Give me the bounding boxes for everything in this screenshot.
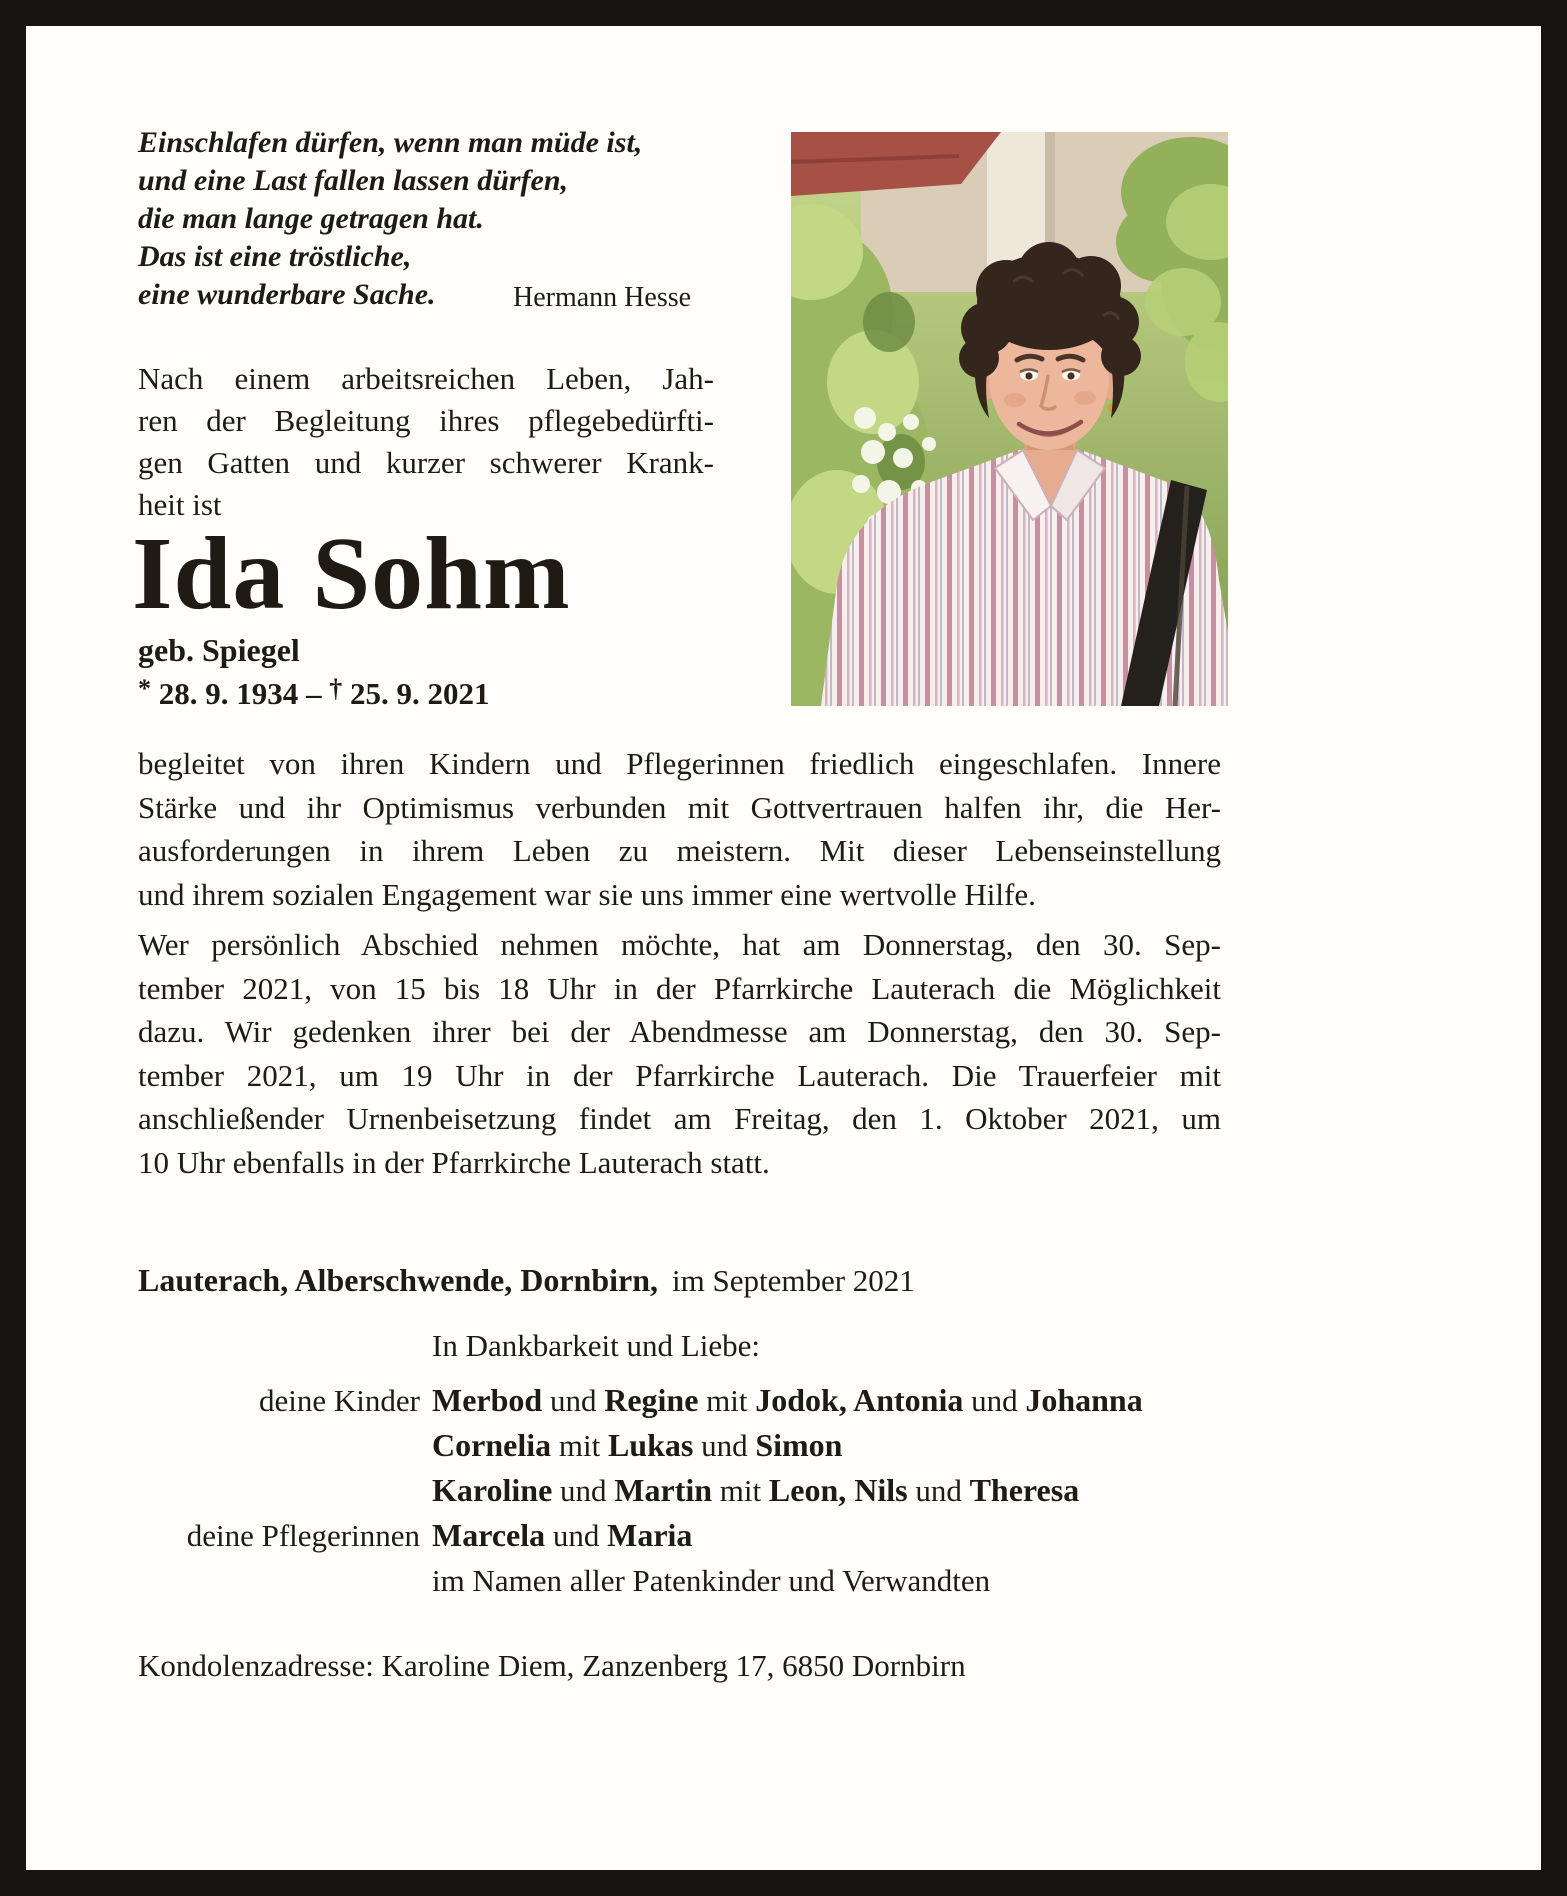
maiden-name: geb. Spiegel [138,632,300,668]
family-name: Jodok, Antonia [755,1382,964,1418]
dates-dash: – [306,676,322,711]
text-line: Stärke und ihr Optimismus verbunden mit Gottvertrauen halfen ihr, die Her- [138,789,1221,825]
body-paragraph-2 [138,923,1221,1184]
death-symbol: † [329,674,343,703]
family-connector: und [907,1473,970,1508]
family-name: Marcela [432,1517,546,1553]
family-row-names [432,1558,1143,1603]
family-connector: und [693,1428,756,1463]
condolence-address: Kondolenzadresse: Karoline Diem, Zanzenberg 17, 6850 Dornbirn [138,1648,966,1683]
family-row-names [432,1378,1143,1423]
family-row-names [432,1513,1143,1558]
text-line: tember 2021, um 19 Uhr in der Pfarrkirche Lauterach. Die Trauerfeier mit [138,1057,1221,1093]
text-line: und eine Last fallen lassen dürfen, [138,164,569,197]
family-connector: mit [712,1473,769,1508]
text-line: heit ist [138,487,222,522]
family-connector: und [552,1473,615,1508]
signature-date: im September 2021 [672,1263,915,1298]
intro-text [138,358,714,526]
text-line: eine wunderbare Sache. [138,278,436,311]
family-list [138,1378,1143,1603]
life-dates [138,676,490,712]
text-line: ausforderungen in ihrem Leben zu meistern. Mit dieser Lebenseinstellung [138,833,1221,868]
family-name: Martin [614,1472,713,1508]
family-name: Maria [607,1517,693,1553]
family-connector: und [542,1383,605,1418]
text-line: 10 Uhr ebenfalls in der Pfarrkirche Lauterach statt. [138,1144,770,1180]
birth-symbol: * [138,674,151,703]
gratitude-line: In Dankbarkeit und Liebe: [432,1328,760,1363]
deceased-name: Ida Sohm [132,516,571,631]
text-line: Einschlafen dürfen, wenn man müde ist, [138,126,643,159]
family-row-label: deine Pflegerinnen [186,1518,420,1553]
signature-line [138,1262,915,1299]
signature-places: Lauterach, Alberschwende, Dornbirn, [138,1262,658,1298]
family-name: Simon [755,1427,843,1463]
family-name: Cornelia [432,1427,552,1463]
quote-attribution: Hermann Hesse [513,282,692,313]
family-row-label [138,1423,420,1468]
family-connector: und [963,1383,1026,1418]
text-line: Das ist eine tröstliche, [138,240,412,273]
family-name: Leon, Nils [768,1472,908,1508]
death-date: 25. 9. 2021 [350,676,490,711]
family-connector: im Namen aller Patenkinder und Verwandten [432,1563,991,1598]
family-name: Regine [604,1382,699,1418]
portrait-photo [791,132,1228,706]
family-row-label: deine Kinder [259,1383,420,1418]
text-line: Nach einem arbeitsreichen Leben, Jah- [138,361,714,396]
family-row-names [432,1423,1143,1468]
family-name: Karoline [432,1472,553,1508]
family-connector: und [545,1518,608,1553]
family-name: Johanna [1025,1382,1143,1418]
text-line: die man lange getragen hat. [138,202,484,235]
text-line: tember 2021, von 15 bis 18 Uhr in der Pfarrkirche Lauterach die Möglichkeit [138,970,1221,1006]
family-row-names [432,1468,1143,1513]
family-name: Merbod [432,1382,543,1418]
text-line: gen Gatten und kurzer schwerer Krank- [138,445,714,480]
text-line: dazu. Wir gedenken ihrer bei der Abendmesse am Donnerstag, den 30. Sep- [138,1014,1221,1049]
text-line: Wer persönlich Abschied nehmen möchte, hat am Donnerstag, den 30. Sep- [138,927,1221,962]
family-name: Theresa [969,1472,1080,1508]
text-line: anschließender Urnenbeisetzung findet am Freitag, den 1. Oktober 2021, um [138,1101,1221,1136]
family-row-label [138,1558,420,1603]
family-row-label [138,1468,420,1513]
family-name: Lukas [607,1427,694,1463]
family-connector: mit [698,1383,756,1418]
text-line: begleitet von ihren Kindern und Pflegerinnen friedlich eingeschlafen. Innere [138,746,1221,781]
text-line: ren der Begleitung ihres pflegebedürfti- [138,403,714,438]
family-connector: mit [551,1428,608,1463]
birth-date: 28. 9. 1934 [158,676,299,711]
text-line: und ihrem sozialen Engagement war sie uns immer eine wertvolle Hilfe. [138,876,1036,912]
body-paragraph-1 [138,742,1221,916]
